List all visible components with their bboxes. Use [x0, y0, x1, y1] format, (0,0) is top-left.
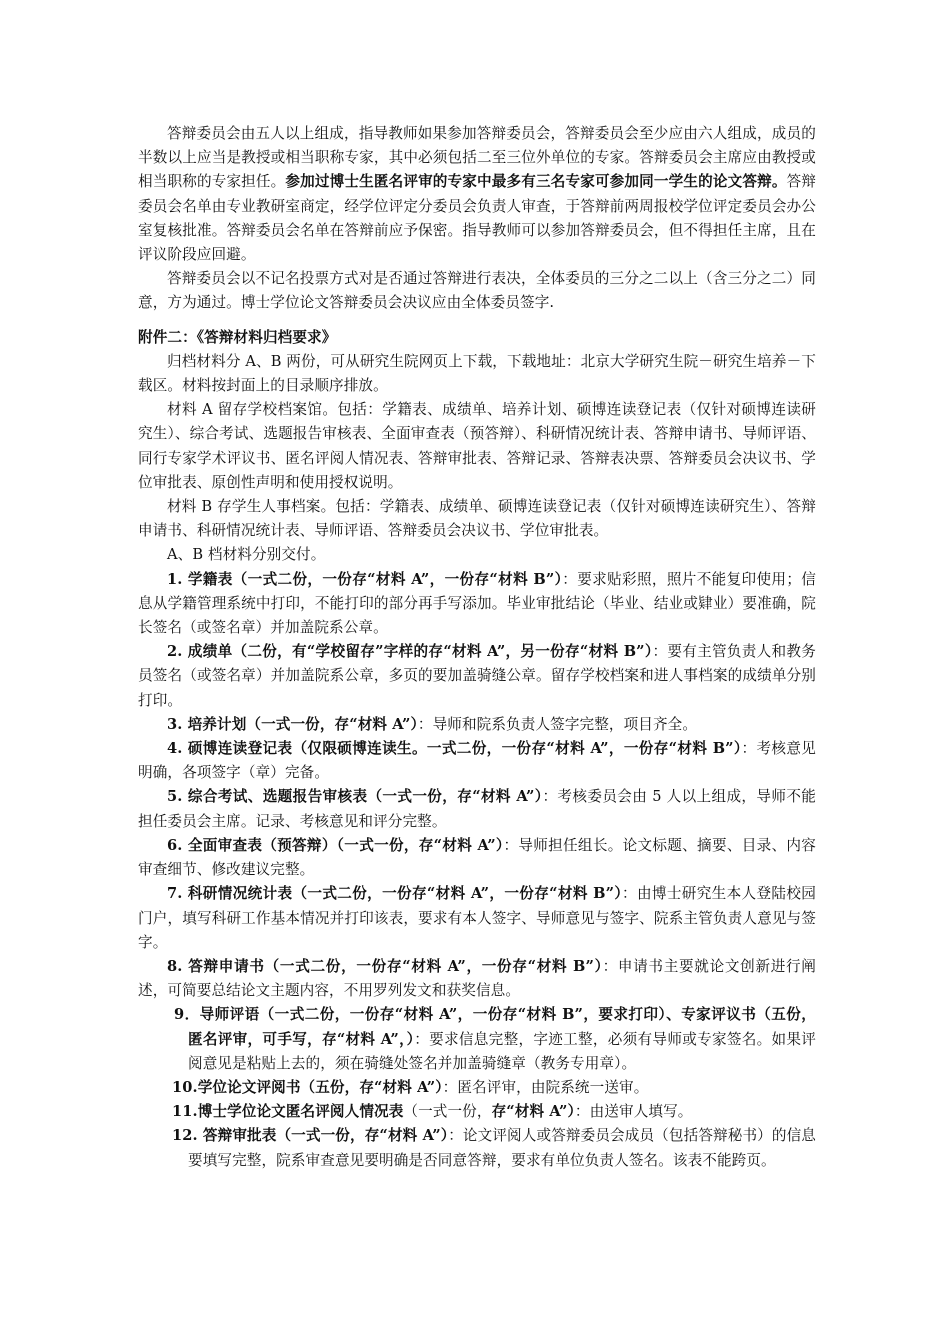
list-item-9 [138, 1003, 816, 1076]
item-title: 9．导师评语（一式二份，一份存“材料 A”，一份存“材料 B”，要求打印）、专家评议书（五份，匿名评审，可手写，存“材料 A”，） [174, 1006, 816, 1048]
item-text: ：由送审人填写。 [574, 1103, 693, 1121]
item-title: 5. 综合考试、选题报告审核表（一式一份，存“材料 A”） [167, 788, 543, 806]
item-title: 1. 学籍表（一式二份，一份存“材料 A”，一份存“材料 B”） [167, 570, 563, 588]
item-text: ：申请书主要就论文创新进行阐述，可简要总结论文主题内容，不用罗列发文和获奖信息。 [138, 957, 816, 1000]
attachment-paragraph-2: 材料 A 留存学校档案馆。包括：学籍表、成绩单、培养计划、硕博连读登记表（仅针对硕博连读研究生）、综合考试、选题报告审核表、全面审查表（预答辩）、科研情况统计表、答辩申请书、导师评语、同行专家学术评议书、匿名评阅人情况表、答辩审批表、答辩记录、答辩表决票、答辩委员会决议书、学位审批表、原创性声明和使用授权说明。 [138, 401, 816, 491]
item-text: ：论文评阅人或答辩委员会成员（包括答辩秘书）的信息要填写完整，院系审查意见要明确是否同意答辩，要求有单位负责人签名。该表不能跨页。 [188, 1127, 816, 1169]
attachment-paragraph-3: 材料 B 存学生人事档案。包括：学籍表、成绩单、硕博连读登记表（仅针对硕博连读研究生）、答辩申请书、科研情况统计表、导师评语、答辩委员会决议书、学位审批表。 [138, 498, 816, 540]
item-text: ：导师和院系负责人签字完整，项目齐全。 [417, 715, 698, 733]
attachment-heading: 附件二：《答辩材料归档要求》 [138, 328, 337, 346]
item-title: 6. 全面审查表（预答辩）（一式一份，存“材料 A”） [167, 836, 504, 854]
intro-text: 答辩委员会由五人以上组成，指导教师如果参加答辩委员会，答辩委员会至少应由六人组成，成员的半数以上应当是教授或相当职称专家，其中必须包括二至三位外单位的专家。答辩委员会主席应由教授或相当职称的专家担任。 [138, 125, 816, 191]
list-item-6 [138, 834, 816, 882]
item-text: ：要求信息完整，字迹工整，必须有导师或专家签名。如果评阅意见是粘贴上去的，须在骑缝处签名并加盖骑缝章（教务专用章）。 [188, 1030, 816, 1072]
item-text: ：考核委员会由 5 人以上组成，导师不能担任委员会主席。记录、考核意见和评分完整。 [138, 788, 816, 830]
item-title: 3. 培养计划（一式一份，存“材料 A”） [167, 715, 418, 733]
list-item-5 [138, 785, 816, 833]
document-page [138, 122, 816, 1173]
list-item-3 [138, 713, 816, 737]
list-item-8 [138, 955, 816, 1003]
intro-bold-text: 参加过博士生匿名评审的专家中最多有三名专家可参加同一学生的论文答辩。 [285, 173, 787, 191]
list-item-1 [138, 568, 816, 641]
item-text: （一式一份， [403, 1103, 492, 1121]
list-item-11 [138, 1100, 816, 1124]
item-title: 12. 答辩审批表（一式一份，存“材料 A”） [172, 1127, 449, 1145]
intro-text-continued: 答辩委员会名单由专业教研室商定，经学位评定分委员会负责人审查，于答辩前两周报校学位评定委员会办公室复核批准。答辩委员会名单在答辩前应予保密。指导教师可以参加答辩委员会，但不得担任主席，且在评议阶段应回避。 [138, 173, 816, 264]
item-title: 8. 答辩申请书（一式二份，一份存“材料 A”，一份存“材料 B”） [167, 957, 603, 975]
item-text: ：考核意见明确，各项签字（章）完备。 [138, 740, 816, 782]
item-text: ：由博士研究生本人登陆校园门户，填写科研工作基本情况并打印该表，要求有本人签字、导师意见与签字、院系主管负责人意见与签字。 [138, 885, 816, 951]
item-text: ：匿名评审，由院系统一送审。 [442, 1078, 649, 1096]
list-item-7 [138, 882, 816, 955]
item-title: 11.博士学位论文匿名评阅人情况表 [172, 1103, 404, 1121]
list-item-10 [138, 1076, 816, 1100]
intro-paragraph-1 [138, 122, 816, 267]
item-title: 2. 成绩单（二份，有“学校留存”字样的存“材料 A”，另一份存“材料 B”） [167, 643, 653, 661]
item-title: 10.学位论文评阅书（五份，存“材料 A”） [172, 1078, 443, 1096]
item-title: 7. 科研情况统计表（一式二份，一份存“材料 A”，一份存“材料 B”） [167, 885, 623, 903]
list-item-12 [138, 1124, 816, 1172]
attachment-paragraph-4: A、B 档材料分别交付。 [167, 546, 326, 564]
list-item-2 [138, 640, 816, 713]
intro-paragraph-2: 答辩委员会以不记名投票方式对是否通过答辩进行表决，全体委员的三分之二以上（含三分之二）同意，方为通过。博士学位论文答辩委员会决议应由全体委员签字. [138, 270, 816, 312]
item-text: ：要有主管负责人和教务员签名（或签名章）并加盖院系公章，多页的要加盖骑缝公章。留存学校档案和进人事档案的成绩单分别打印。 [138, 643, 817, 709]
list-item-4 [138, 737, 816, 785]
item-title: 4. 硕博连读登记表（仅限硕博连读生。一式二份，一份存“材料 A”，一份存“材料 B”） [167, 740, 742, 758]
item-text: ：导师担任组长。论文标题、摘要、目录、内容审查细节、修改建议完整。 [138, 836, 816, 879]
item-text: ：要求贴彩照，照片不能复印使用；信息从学籍管理系统中打印，不能打印的部分再手写添加。毕业审批结论（毕业、结业或肄业）要准确，院长签名（或签名章）并加盖院系公章。 [138, 570, 817, 637]
item-title-continued: 存“材料 A”） [491, 1103, 575, 1121]
attachment-paragraph-1: 归档材料分 A、B 两份，可从研究生院网页上下载，下载地址：北京大学研究生院－研究生培养－下载区。材料按封面上的目录顺序排放。 [138, 352, 816, 395]
